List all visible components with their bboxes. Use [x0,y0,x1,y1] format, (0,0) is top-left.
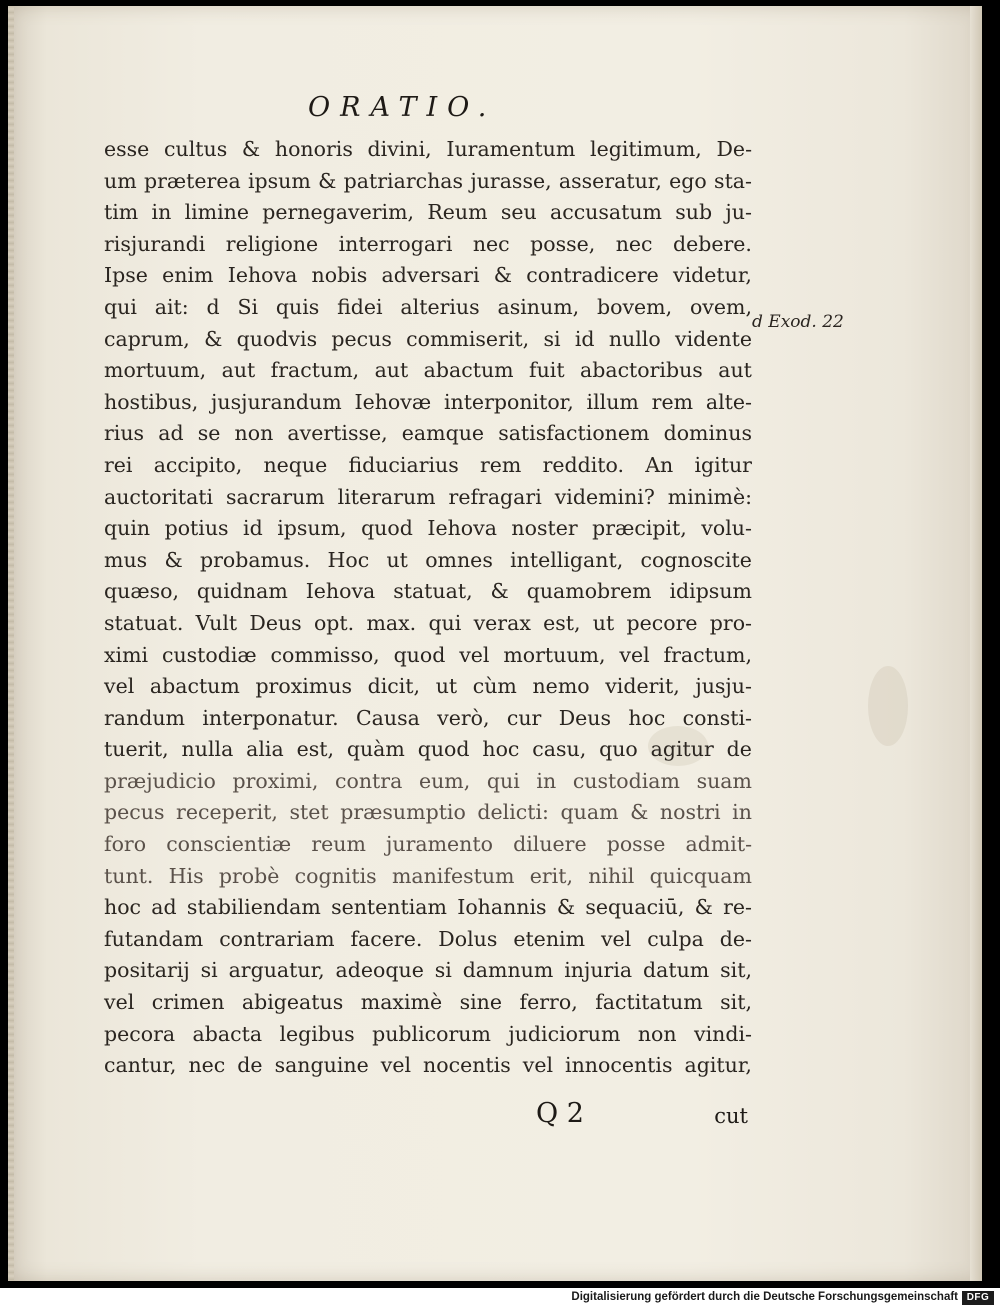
text-line: tuerit, nulla alia est, quàm quod hoc casu, quo agitur de [104,737,752,762]
footer-bar [0,1288,1000,1309]
text-line: Ipse enim Iehova nobis adversari & contradicere videtur, [104,263,752,288]
body-text [104,134,752,1082]
text-line: mortuum, aut fractum, aut abactum fuit abactoribus aut [104,358,752,383]
text-line: pecora abacta legibus publicorum judiciorum non vindi- [104,1021,752,1046]
page-foot [536,1098,748,1134]
funding-credit: Digitalisierung gefördert durch die Deutsche Forschungsgemeinschaft [571,1291,958,1303]
text-line: cantur, nec de sanguine vel nocentis vel innocentis agitur, [104,1053,752,1078]
text-line: esse cultus & honoris divini, Iuramentum legitimum, De- [104,137,752,161]
running-head: ORATIO. [308,92,497,123]
text-line: vel abactum proximus dicit, ut cùm nemo viderit, jusju- [104,674,752,699]
book-page [8,6,982,1281]
text-line: statuat. Vult Deus opt. max. qui verax est, ut pecore pro- [104,610,752,635]
text-line: randum interponatur. Causa verò, cur Deus hoc consti- [104,705,752,730]
catchword: cut [714,1104,748,1128]
text-line: foro conscientiӕ reum juramento diluere posse admit- [104,832,752,857]
dfg-logo: DFG [962,1291,994,1305]
text-line: hoc ad stabiliendam sententiam Iohannis & sequaciū, & re- [104,895,752,920]
text-line: vel crimen abigeatus maximè sine ferro, factitatum sit, [104,990,752,1015]
text-line: rei accipito, neque fiduciarius rem reddito. An igitur [104,452,752,477]
text-line: auctoritati sacrarum literarum refragari videmini? minimè: [104,484,752,509]
page-edge-right [970,6,982,1281]
text-line: prӕjudicio proximi, contra eum, qui in custodiam suam [104,768,752,793]
text-line: tim in limine pernegaverim, Reum seu accusatum sub ju- [104,200,752,225]
text-line: ximi custodiӕ commisso, quod vel mortuum, vel fractum, [104,642,752,667]
text-line: caprum, & quodvis pecus commiserit, si id nullo vidente [104,326,752,351]
text-line: quӕso, quidnam Iehova statuat, & quamobrem idipsum [104,579,752,604]
text-line: positarij si arguatur, adeoque si damnum injuria datum sit, [104,958,752,983]
page-edge-left [8,6,14,1281]
text-line: hostibus, jusjurandum Iehovӕ interponitor, illum rem alte- [104,389,752,414]
text-line: um prӕterea ipsum & patriarchas jurasse, asseratur, ego sta- [104,168,752,193]
text-line: qui ait: d Si quis fidei alterius asinum, bovem, ovem, [104,294,752,319]
text-line: risjurandi religione interrogari nec posse, nec debere. [104,231,752,256]
paper-stain [868,666,908,746]
signature-mark: Q 2 [536,1098,584,1129]
text-line: pecus receperit, stet prӕsumptio delicti: quam & nostri in [104,800,752,825]
text-line: futandam contrariam facere. Dolus etenim vel culpa de- [104,926,752,951]
text-line: rius ad se non avertisse, eamque satisfactionem dominus [104,421,752,446]
text-line: quin potius id ipsum, quod Iehova noster prӕcipit, volu- [104,516,752,541]
marginal-note: d Exod. 22 [752,312,844,332]
text-line: mus & probamus. Hoc ut omnes intelligant, cognoscite [104,547,752,572]
text-line: tunt. His probè cognitis manifestum erit, nihil quicquam [104,863,752,888]
